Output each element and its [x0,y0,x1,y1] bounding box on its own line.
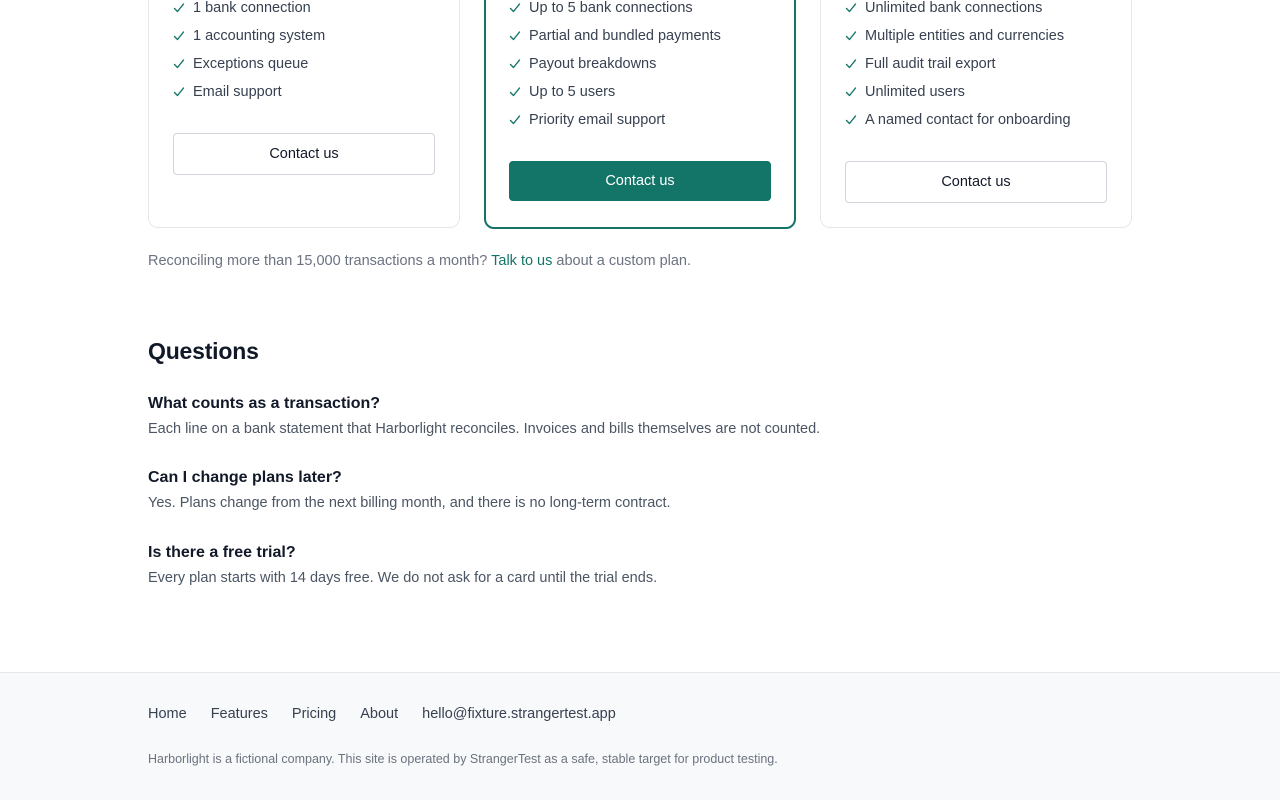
footer-email-link[interactable]: hello@fixture.strangertest.app [422,706,616,722]
faq-question: What counts as a transaction? [148,395,381,412]
check-icon [173,30,185,42]
plan-feature-label: Email support [193,84,282,100]
faq-answer: Every plan starts with 14 days free. We do not ask for a card until the trial ends. [148,570,658,586]
check-icon [509,30,521,42]
check-icon [845,86,857,98]
site-footer [0,672,1280,800]
faq-answer: Each line on a bank statement that Harborlight reconciles. Invoices and bills themselves are not counted. [148,421,821,437]
faq-item [148,395,820,437]
plan-card-featured [484,0,796,229]
plan-feature-label: Priority email support [529,112,666,128]
footer-link-about[interactable]: About [360,706,399,722]
contact-us-button-featured[interactable]: Contact us [509,161,771,201]
plan-feature-label: Exceptions queue [193,56,309,72]
faq-answer: Yes. Plans change from the next billing month, and there is no long-term contract. [148,495,671,511]
faq-item [148,544,657,586]
contact-us-button-basic[interactable]: Contact us [173,133,435,175]
footer-link-features[interactable]: Features [210,706,268,722]
plan-feature-label: 1 bank connection [193,0,311,16]
footer-link-home[interactable]: Home [148,706,187,722]
plan-card-basic [148,0,460,228]
plan-feature-label: Up to 5 bank connections [529,0,693,16]
plan-feature-label: Unlimited users [865,84,965,100]
check-icon [509,2,521,14]
questions-heading: Questions [148,338,259,364]
plan-feature [173,0,325,22]
plan-feature-label: Payout breakdowns [529,56,657,72]
plan-feature-label: A named contact for onboarding [865,112,1071,128]
check-icon [173,58,185,70]
faq-question: Is there a free trial? [148,544,296,561]
check-icon [845,58,857,70]
plan-feature [173,50,325,78]
custom-plan-text: Reconciling more than 15,000 transactions a month? [148,253,488,269]
footer-nav [148,706,640,722]
plan-feature [509,0,721,22]
check-icon [845,2,857,14]
check-icon [509,86,521,98]
check-icon [845,30,857,42]
plan-feature-list [173,0,325,106]
plan-feature [509,78,721,106]
footer-link-pricing[interactable]: Pricing [291,706,337,722]
check-icon [509,114,521,126]
plan-feature [509,22,721,50]
plan-feature-label: Unlimited bank connections [865,0,1043,16]
faq-item [148,469,671,511]
plan-card-scale [820,0,1132,228]
plan-feature [173,22,325,50]
plan-feature-label: Multiple entities and currencies [865,28,1065,44]
plan-feature [509,106,721,134]
contact-us-button-scale[interactable]: Contact us [845,161,1107,203]
plan-feature [845,0,1071,22]
footer-disclaimer: Harborlight is a fictional company. This site is operated by StrangerTest as a safe, stable target for product testing. [148,752,778,766]
talk-to-us-link[interactable]: Talk to us [491,253,553,269]
plan-feature-label: Full audit trail export [865,56,996,72]
plan-feature [845,106,1071,134]
faq-question: Can I change plans later? [148,469,342,486]
plan-feature-list [509,0,721,134]
check-icon [173,86,185,98]
plan-feature-label: 1 accounting system [193,28,326,44]
custom-plan-note [148,253,691,269]
plan-feature [509,50,721,78]
check-icon [173,2,185,14]
plan-feature-label: Up to 5 users [529,84,616,100]
custom-plan-text-end: about a custom plan. [556,253,692,269]
plan-feature [845,50,1071,78]
check-icon [845,114,857,126]
plan-feature [173,78,325,106]
plan-feature [845,78,1071,106]
plan-feature-list [845,0,1071,134]
check-icon [509,58,521,70]
plan-feature [845,22,1071,50]
plan-feature-label: Partial and bundled payments [529,28,721,44]
